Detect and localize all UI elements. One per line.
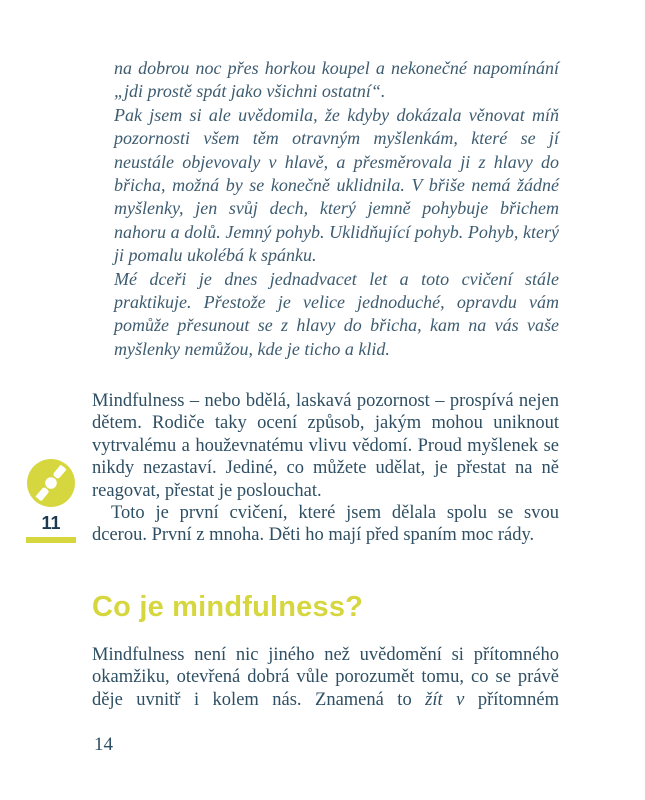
intro-text-start: Mindfulness není nic jiného než uvědomění si přítomného okamžiku, otevřená dobrá vůle porozumět tomu, co se právě děje uvnitř i kolem nás. Znamená to [92, 645, 559, 710]
intro-text-italic: žít v [425, 689, 465, 710]
quote-block [114, 57, 559, 361]
track-number: 11 [41, 513, 61, 533]
body-paragraph: Mindfulness – nebo bdělá, laskavá pozornost – prospívá nejen dětem. Rodiče taky ocení způsob, jakým mohou uniknout vytrvalému a houževnatému vlivu vědomí. Proud myšlenek se nikdy nezastaví. Jediné, co můžete udělat, je přestat na ně reagovat, přestat je poslouchat. [92, 391, 559, 501]
accent-bar [26, 537, 76, 543]
section-heading: Co je mindfulness? [92, 591, 364, 623]
body-block [92, 390, 559, 547]
body-paragraph: Toto je první cvičení, které jsem dělala spolu se svou dcerou. První z mnoha. Děti ho mají před spaním moc rády. [92, 503, 559, 546]
quote-paragraph: Mé dceři je dnes jednadvacet let a toto cvičení stále praktikuje. Přestože je velice jednoduché, opravdu vám pomůže přesunout se z hlavy do břicha, kam na vás vaše myšlenky nemůžou, kde je ticho a klid. [114, 268, 559, 359]
page-number: 14 [94, 734, 113, 755]
intro-block [92, 644, 559, 711]
intro-text-end: přítomném [464, 689, 559, 710]
quote-paragraph: Pak jsem si ale uvědomila, že kdyby dokázala věnovat míň pozornosti všem těm otravným myšlenkám, které se jí neustále objevovaly v hlavě, a přesměrovala ji z hlavy do břicha, možná by se konečně uklidnila. V břiše nemá žádné myšlenky, jen svůj dech, který jemně pohybuje břichem nahoru a dolů. Jemný pohyb. Uklidňující pohyb. Pohyb, který ji pomalu ukolébá k spánku. [114, 104, 559, 266]
quote-paragraph: na dobrou noc přes horkou koupel a nekonečné napomínání „jdi prostě spát jako všichni ostatní“. [114, 58, 559, 102]
cd-track-marker [24, 456, 78, 543]
intro-paragraph [92, 644, 559, 711]
cd-icon [24, 456, 78, 510]
